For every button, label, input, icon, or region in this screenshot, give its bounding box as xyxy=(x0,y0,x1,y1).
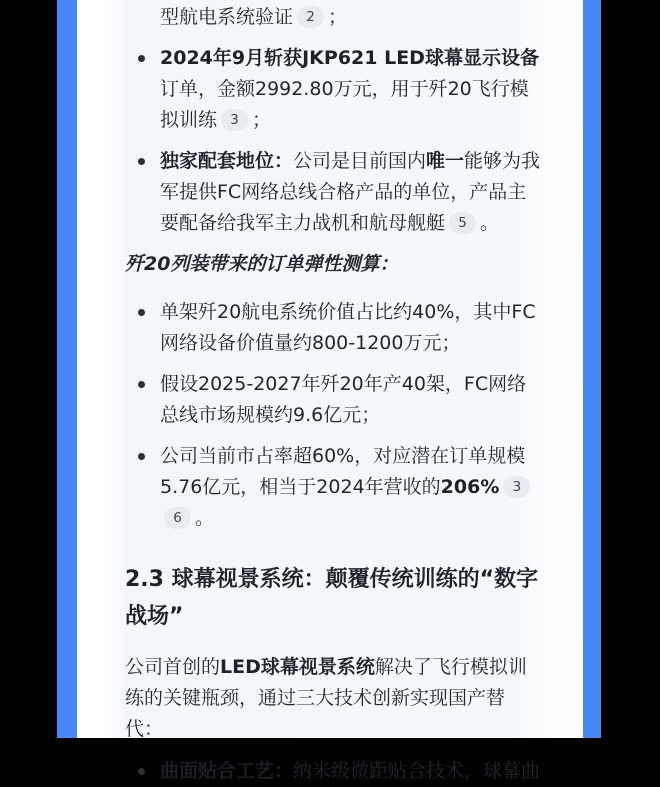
citation-badge-2[interactable]: 2 xyxy=(297,6,324,28)
bullet-item-exclusive-position xyxy=(125,146,543,239)
citation-badge-5[interactable]: 5 xyxy=(449,212,476,234)
bullet-item-surface-fitting xyxy=(125,756,543,787)
text-run: 公司首创的 xyxy=(125,656,221,678)
text-run: LED球幕视景系统 xyxy=(220,656,375,678)
text-run: 型航电系统验证 xyxy=(160,6,294,28)
citation-badge-3[interactable]: 3 xyxy=(221,109,248,131)
citation-badge-6[interactable]: 6 xyxy=(164,507,191,529)
text-run: 独家配套地位： xyxy=(160,150,294,172)
bullet-item-market-size xyxy=(125,369,543,431)
bullet-item-market-share xyxy=(125,441,543,534)
text-run: 。 xyxy=(195,507,215,529)
text-run: ； xyxy=(328,6,348,28)
bullet-dot xyxy=(138,453,145,460)
text-run: 能够为我军提供FC网络总线合格产品的单位，产品主要配备给我军主力战机和航母舰艇 xyxy=(160,150,541,234)
bullet-dot xyxy=(138,158,145,165)
text-run: 假设2025-2027年歼20年产40架，FC网络总线市场规模约9.6亿元； xyxy=(160,373,527,426)
text-run: 206% xyxy=(440,476,500,498)
text-run: 纳米级微距贴合技术，球幕曲 xyxy=(293,760,541,782)
text-run: 订单，金额2992.80万元，用于歼20飞行模拟训练 xyxy=(160,78,529,131)
bullet-dot xyxy=(138,381,145,388)
note-order-elasticity-estimate: 歼20列装带来的订单弹性测算： xyxy=(125,253,399,275)
bullet-dot xyxy=(138,55,145,62)
text-run: 唯一 xyxy=(426,150,465,172)
text-run: 曲面贴合工艺： xyxy=(160,760,294,782)
paragraph-led-system-intro xyxy=(125,652,543,745)
article-content xyxy=(77,0,583,787)
bullet-continuation-avionics-verification xyxy=(125,2,543,33)
citation-badge-3[interactable]: 3 xyxy=(503,476,530,498)
text-run: 2024年9月斩获JKP621 LED球幕显示设备 xyxy=(160,47,539,69)
bullet-dot xyxy=(138,768,145,775)
text-run: 公司是目前国内 xyxy=(293,150,427,172)
text-run: 公司当前市占率超60%，对应潜在订单规模5.76亿元，相当于2024年营收的 xyxy=(160,445,526,498)
bullet-dot xyxy=(138,309,145,316)
text-run: 。 xyxy=(480,212,500,234)
text-run: 解决了飞行模拟训练的关键瓶颈，通过三大技术创新实现国产替代： xyxy=(125,656,527,740)
text-run: ； xyxy=(252,109,272,131)
bullet-item-value-share xyxy=(125,297,543,359)
section-heading-2-3: 2.3 球幕视景系统：颠覆传统训练的“数字战场” xyxy=(125,567,539,629)
text-run: 单架歼20航电系统价值占比约40%，其中FC网络设备价值量约800-1200万元； xyxy=(160,301,536,354)
article-card xyxy=(77,0,583,782)
bullet-item-jkp621-order xyxy=(125,43,543,136)
